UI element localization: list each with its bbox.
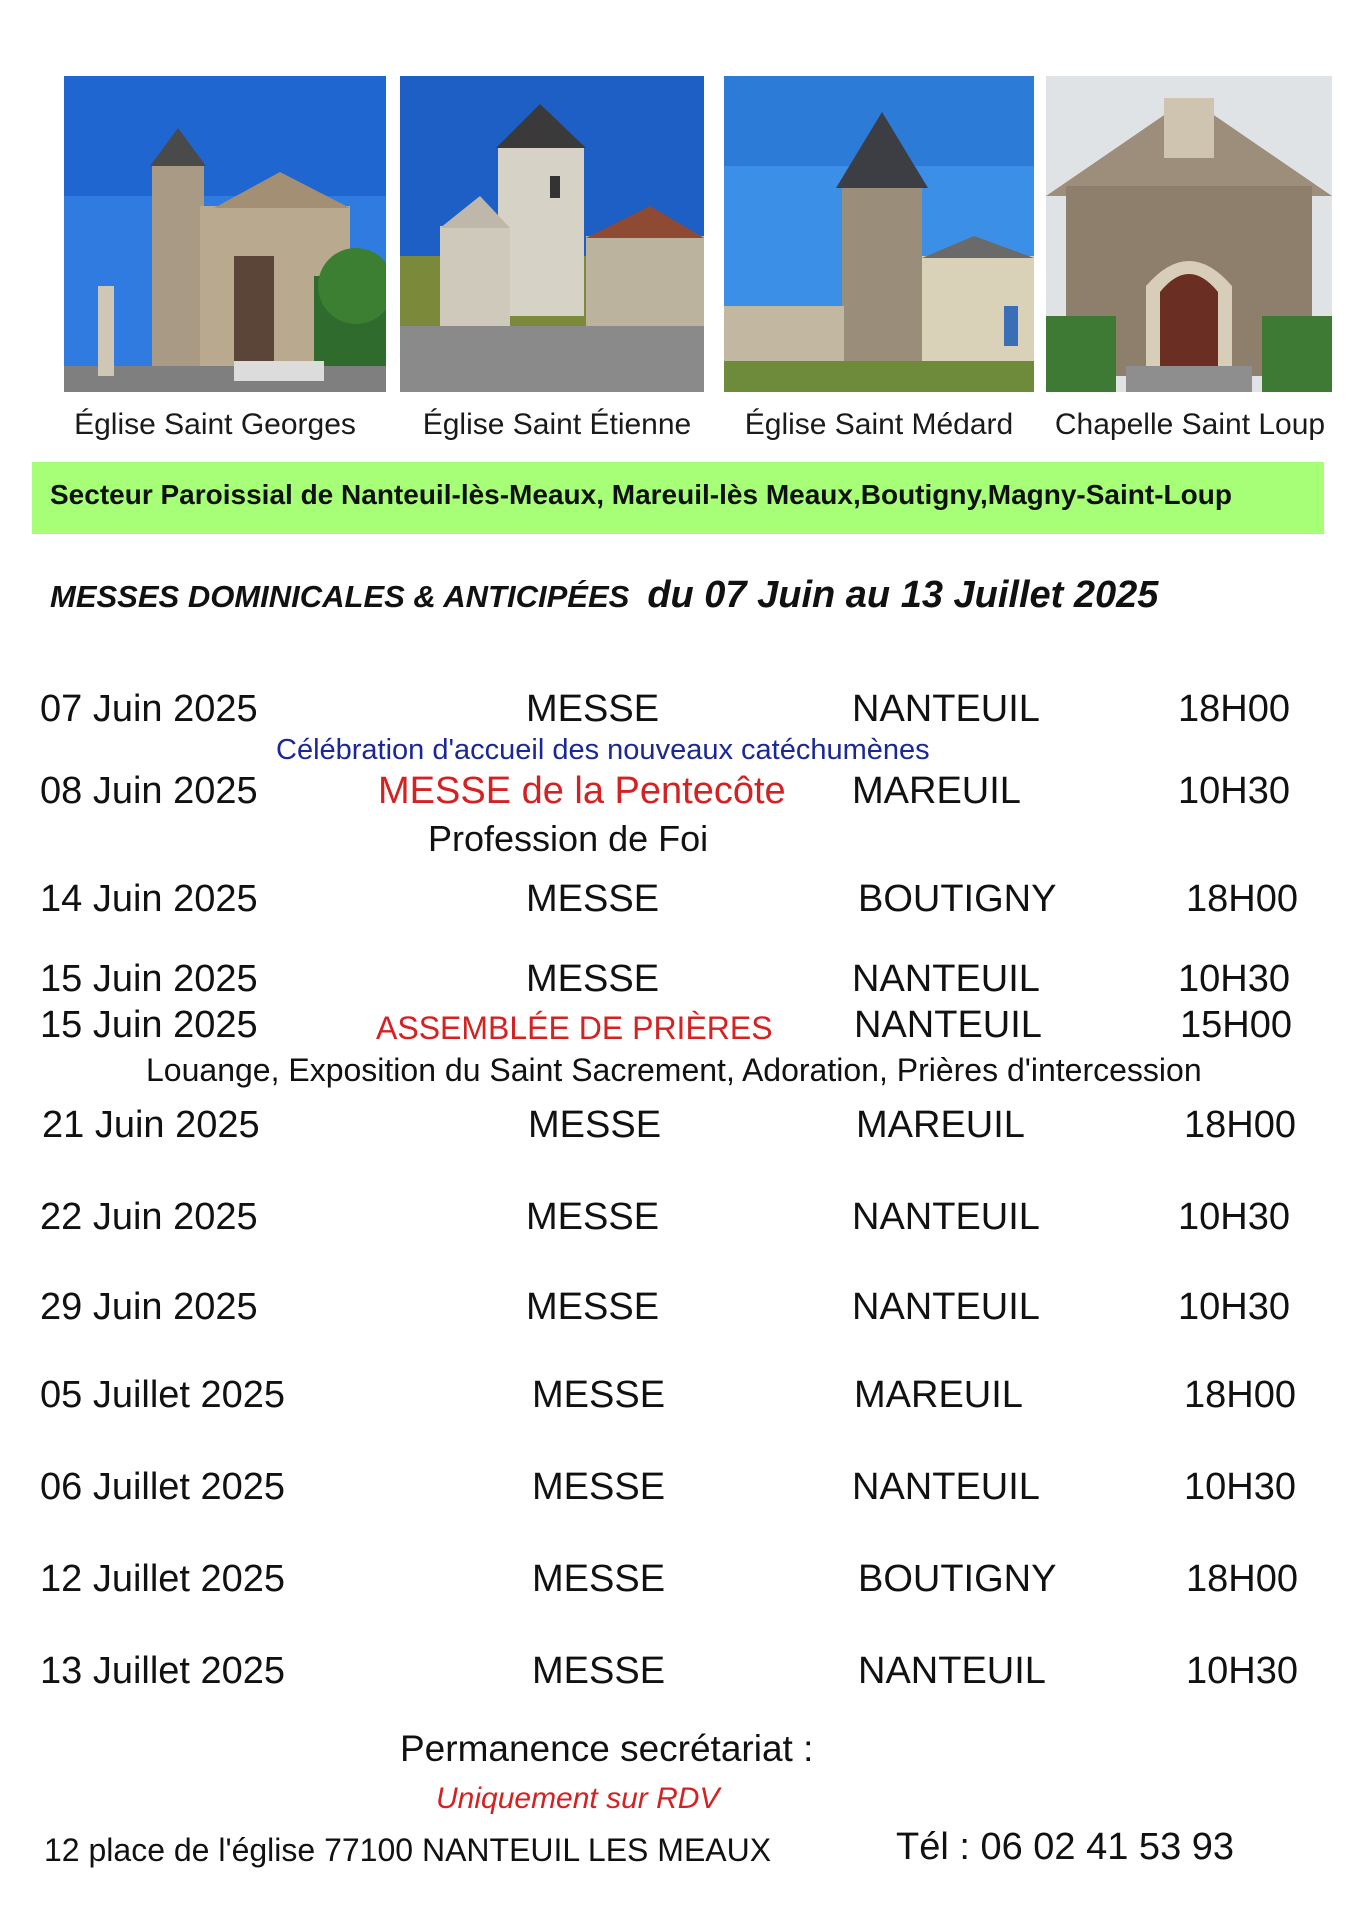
- row-event: MESSE: [532, 1466, 666, 1508]
- row-event: MESSE: [526, 958, 660, 1000]
- row-date: 15 Juin 2025: [40, 1004, 258, 1046]
- row-time: 18H00: [1184, 1374, 1296, 1416]
- caption-saint-loup: Chapelle Saint Loup: [1054, 408, 1326, 441]
- sector-banner: [32, 462, 1324, 534]
- row-event: MESSE: [526, 688, 660, 730]
- row-date: 14 Juin 2025: [40, 878, 258, 920]
- photo-eglise-saint-georges: [64, 76, 386, 392]
- photo-eglise-saint-etienne: [400, 76, 704, 392]
- row-time: 10H30: [1178, 1196, 1290, 1238]
- schedule-row: [0, 1196, 1356, 1244]
- schedule-note: Célébration d'accueil des nouveaux catéchumènes: [276, 734, 930, 766]
- schedule-row: [0, 770, 1356, 818]
- row-time: 10H30: [1178, 770, 1290, 812]
- schedule-row: [0, 1104, 1356, 1152]
- row-place: NANTEUIL: [852, 688, 1040, 730]
- row-date: 21 Juin 2025: [42, 1104, 260, 1146]
- row-date: 06 Juillet 2025: [40, 1466, 286, 1508]
- schedule-heading: [50, 574, 1158, 617]
- row-date: 12 Juillet 2025: [40, 1558, 286, 1600]
- row-date: 29 Juin 2025: [40, 1286, 258, 1328]
- row-place: NANTEUIL: [852, 958, 1040, 1000]
- row-event: MESSE: [532, 1374, 666, 1416]
- row-time: 10H30: [1186, 1650, 1298, 1692]
- schedule-row: [0, 1558, 1356, 1606]
- row-place: NANTEUIL: [852, 1466, 1040, 1508]
- row-date: 05 Juillet 2025: [40, 1374, 286, 1416]
- schedule-row: [0, 1286, 1356, 1334]
- parish-address: 12 place de l'église 77100 NANTEUIL LES MEAUX: [44, 1832, 772, 1868]
- row-time: 10H30: [1178, 958, 1290, 1000]
- row-place: BOUTIGNY: [858, 1558, 1057, 1600]
- row-event: MESSE: [532, 1650, 666, 1692]
- row-time: 18H00: [1178, 688, 1290, 730]
- row-date: 13 Juillet 2025: [40, 1650, 286, 1692]
- row-time: 18H00: [1184, 1104, 1296, 1146]
- row-place: NANTEUIL: [852, 1286, 1040, 1328]
- schedule-row: [0, 878, 1356, 926]
- photo-chapelle-saint-loup: [1046, 76, 1332, 392]
- caption-saint-medard: Église Saint Médard: [744, 408, 1014, 441]
- photo-eglise-saint-medard: [724, 76, 1034, 392]
- caption-saint-georges: Église Saint Georges: [74, 408, 356, 441]
- row-time: 18H00: [1186, 1558, 1298, 1600]
- parish-phone: Tél : 06 02 41 53 93: [896, 1826, 1235, 1868]
- row-time: 15H00: [1180, 1004, 1292, 1046]
- schedule-row: [0, 688, 1356, 736]
- row-event: MESSE: [526, 878, 660, 920]
- schedule-row: [0, 958, 1356, 1006]
- row-place: NANTEUIL: [854, 1004, 1042, 1046]
- row-date: 07 Juin 2025: [40, 688, 258, 730]
- heading-dates: du 07 Juin au 13 Juillet 2025: [647, 574, 1159, 616]
- row-place: MAREUIL: [856, 1104, 1025, 1146]
- row-time: 18H00: [1186, 878, 1298, 920]
- row-date: 15 Juin 2025: [40, 958, 258, 1000]
- sector-banner-text: Secteur Paroissial de Nanteuil-lès-Meaux, Mareuil-lès Meaux,Boutigny,Magny-Saint-Loup: [50, 479, 1232, 510]
- schedule-row: [0, 1004, 1356, 1052]
- row-place: BOUTIGNY: [858, 878, 1057, 920]
- row-time: 10H30: [1184, 1466, 1296, 1508]
- schedule-note: Profession de Foi: [428, 818, 709, 859]
- schedule-row: [0, 1466, 1356, 1514]
- row-place: NANTEUIL: [852, 1196, 1040, 1238]
- schedule-note: Louange, Exposition du Saint Sacrement, Adoration, Prières d'intercession: [146, 1052, 1202, 1088]
- row-event: MESSE de la Pentecôte: [378, 770, 786, 812]
- row-time: 10H30: [1178, 1286, 1290, 1328]
- secretariat-rdv: Uniquement sur RDV: [436, 1782, 720, 1815]
- schedule-row: [0, 1650, 1356, 1698]
- heading-title: MESSES DOMINICALES & ANTICIPÉES: [50, 579, 630, 614]
- row-event: ASSEMBLÉE DE PRIÈRES: [376, 1010, 773, 1046]
- schedule-row: [0, 1374, 1356, 1422]
- row-event: MESSE: [528, 1104, 662, 1146]
- row-place: MAREUIL: [852, 770, 1021, 812]
- secretariat-title: Permanence secrétariat :: [400, 1728, 814, 1769]
- row-place: MAREUIL: [854, 1374, 1023, 1416]
- row-place: NANTEUIL: [858, 1650, 1046, 1692]
- row-event: MESSE: [532, 1558, 666, 1600]
- row-date: 08 Juin 2025: [40, 770, 258, 812]
- row-date: 22 Juin 2025: [40, 1196, 258, 1238]
- row-event: MESSE: [526, 1286, 660, 1328]
- row-event: MESSE: [526, 1196, 660, 1238]
- caption-saint-etienne: Église Saint Étienne: [422, 408, 692, 441]
